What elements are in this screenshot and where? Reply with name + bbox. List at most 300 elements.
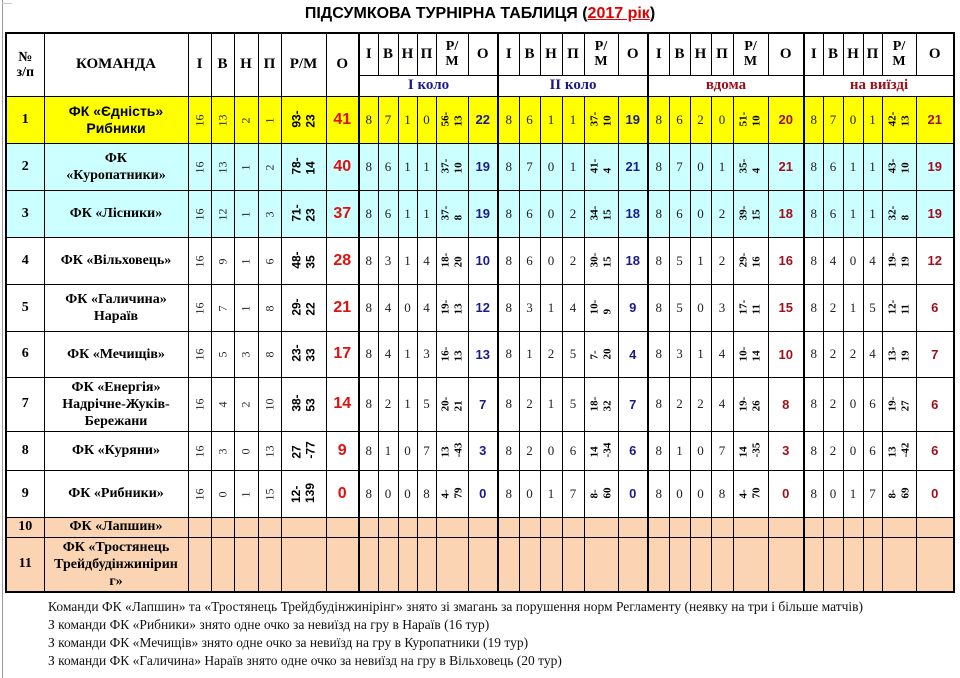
- g3-points: О: [768, 33, 804, 75]
- away-stat: 8: [804, 237, 823, 284]
- away-stat: 6: [823, 143, 843, 190]
- empty-cell: [498, 517, 519, 537]
- away-stat: 8: [804, 143, 823, 190]
- total-stat-value: 1: [262, 117, 276, 123]
- g4-wins: В: [823, 33, 843, 75]
- g1-goals-l2: М: [445, 54, 459, 70]
- total-stat: [211, 331, 234, 377]
- position: 9: [6, 470, 44, 517]
- total-stat: [234, 190, 258, 237]
- away-stat: 0: [843, 431, 863, 470]
- away-stat: 0: [843, 96, 863, 143]
- total-goals: [281, 190, 326, 237]
- withdrawn-row: [6, 517, 954, 537]
- away-stat: 1: [863, 96, 882, 143]
- team-name-line: Надрічне-Жуків-: [62, 396, 170, 412]
- title-year: 2017 рік: [587, 5, 650, 22]
- empty-cell: [669, 537, 690, 592]
- header-num-line2: з/п: [16, 64, 35, 80]
- table-row: [6, 237, 954, 284]
- team-name: [44, 143, 188, 190]
- away-points: 0: [916, 470, 954, 517]
- away-goals: [882, 377, 916, 431]
- home-stat: 0: [690, 470, 711, 517]
- r2-points: 18: [618, 190, 648, 237]
- r2-stat: 0: [540, 431, 562, 470]
- home-stat: 8: [648, 377, 669, 431]
- r2-stat: 1: [540, 470, 562, 517]
- home-goals: [733, 143, 768, 190]
- empty-cell: [540, 517, 562, 537]
- r1-stat: 8: [359, 237, 378, 284]
- r2-stat: 3: [519, 284, 540, 331]
- r2-stat: 0: [519, 470, 540, 517]
- r2-points: 19: [618, 96, 648, 143]
- total-stat-value: 13: [215, 161, 229, 173]
- empty-cell: [281, 537, 326, 592]
- r1-goals: [436, 96, 468, 143]
- empty-cell: [234, 517, 258, 537]
- total-stat-value: 10: [262, 398, 276, 411]
- team-name-line: Рибники: [86, 119, 146, 136]
- empty-cell: [690, 537, 711, 592]
- away-stat: 6: [823, 190, 843, 237]
- total-stat: [258, 237, 281, 284]
- header-points: О: [326, 33, 359, 96]
- empty-cell: [378, 517, 398, 537]
- r1-stat: 8: [359, 284, 378, 331]
- total-points: 37: [326, 190, 359, 237]
- position: 10: [6, 517, 44, 537]
- away-stat: 7: [823, 96, 843, 143]
- g1-draws: Н: [398, 33, 417, 75]
- away-stat: 8: [804, 331, 823, 377]
- away-stat: 1: [843, 284, 863, 331]
- total-points: 28: [326, 237, 359, 284]
- g4-draws: Н: [843, 33, 863, 75]
- total-stat: [258, 331, 281, 377]
- team-name-line: «Куропатники»: [66, 167, 166, 183]
- position: 8: [6, 431, 44, 470]
- r2-points: 7: [618, 377, 648, 431]
- away-goals-value: 19- 19: [885, 252, 911, 268]
- header-wins: В: [211, 33, 234, 96]
- away-stat: 4: [823, 237, 843, 284]
- empty-cell: [562, 537, 584, 592]
- away-goals: [882, 237, 916, 284]
- g3-wins: В: [669, 33, 690, 75]
- r1-points: 3: [468, 431, 498, 470]
- r2-stat: 6: [519, 96, 540, 143]
- g3-goals: [733, 33, 768, 75]
- position: 11: [6, 537, 44, 592]
- r2-stat: 8: [498, 284, 519, 331]
- total-stat-value: 2: [238, 117, 253, 123]
- home-stat: 2: [690, 377, 711, 431]
- away-stat: 2: [843, 331, 863, 377]
- g4-goals: [882, 33, 916, 75]
- empty-cell: [281, 517, 326, 537]
- team-name: [44, 431, 188, 470]
- away-stat: 1: [863, 190, 882, 237]
- g4-points: О: [916, 33, 954, 75]
- team-name-line: ФК «Мечищів»: [67, 346, 165, 362]
- home-goals: [733, 377, 768, 431]
- empty-cell: [436, 517, 468, 537]
- total-goals-value: 29- 22: [289, 297, 318, 316]
- table-row: [6, 431, 954, 470]
- away-goals: [882, 284, 916, 331]
- header-row: [6, 33, 954, 75]
- home-goals-value: 29- 16: [737, 252, 763, 268]
- away-stat: 2: [823, 331, 843, 377]
- empty-cell: [398, 517, 417, 537]
- r2-stat: 1: [540, 377, 562, 431]
- note-rybnyky: З команди ФК «Рибники» знято одне очко за невиїзд на гру в Нараїв (16 тур): [48, 617, 490, 632]
- r1-stat: 6: [378, 190, 398, 237]
- r2-goals: [584, 377, 618, 431]
- total-points: 9: [326, 431, 359, 470]
- r2-stat: 2: [562, 190, 584, 237]
- r1-stat: 1: [398, 190, 417, 237]
- g2-points: О: [618, 33, 648, 75]
- r2-stat: 6: [519, 190, 540, 237]
- team-name: [44, 377, 188, 431]
- r1-stat: 1: [398, 143, 417, 190]
- table-row: [6, 96, 954, 143]
- away-points: 7: [916, 331, 954, 377]
- total-goals: [281, 143, 326, 190]
- empty-cell: [711, 517, 733, 537]
- home-stat: 3: [711, 284, 733, 331]
- empty-cell: [258, 517, 281, 537]
- team-name-line: ФК: [104, 150, 128, 166]
- header-num: [6, 33, 44, 96]
- group-round-1: І коло: [359, 75, 498, 96]
- r2-points: 6: [618, 431, 648, 470]
- total-stat: [211, 377, 234, 431]
- r2-stat: 0: [540, 190, 562, 237]
- empty-cell: [378, 537, 398, 592]
- home-points: 8: [768, 377, 804, 431]
- total-stat-value: 8: [262, 351, 276, 358]
- total-stat-value: 13: [262, 445, 276, 457]
- total-stat: [188, 190, 211, 237]
- header-games: І: [188, 33, 211, 96]
- total-stat-value: 16: [192, 445, 206, 457]
- header-draws: Н: [234, 33, 258, 96]
- total-stat: [234, 96, 258, 143]
- away-stat: 8: [804, 96, 823, 143]
- away-goals-value: 19- 27: [885, 396, 911, 411]
- r1-goals-value: 4- 79: [439, 487, 464, 499]
- total-stat: [188, 331, 211, 377]
- away-points: 6: [916, 284, 954, 331]
- empty-cell: [498, 537, 519, 592]
- home-goals-value: 14 -35: [737, 442, 763, 458]
- header-goals: Р/М: [281, 33, 326, 96]
- away-goals: [882, 470, 916, 517]
- r2-stat: 8: [498, 331, 519, 377]
- away-stat: 8: [804, 470, 823, 517]
- total-stat-value: 3: [238, 351, 253, 358]
- team-name: [44, 470, 188, 517]
- home-points: 21: [768, 143, 804, 190]
- home-goals-value: 4- 70: [737, 487, 763, 499]
- r1-goals-value: 37- 8: [438, 205, 464, 221]
- group-round-2: ІІ коло: [498, 75, 648, 96]
- total-stat: [211, 431, 234, 470]
- team-name-line: ФК «Рибники»: [68, 486, 164, 501]
- total-stat-value: 1: [238, 305, 253, 311]
- away-stat: 2: [823, 377, 843, 431]
- team-name-line: ФК «Лісники»: [69, 206, 163, 221]
- g2-goals-l1: Р/: [594, 39, 608, 55]
- home-stat: 0: [690, 284, 711, 331]
- away-stat: 1: [843, 190, 863, 237]
- total-stat: [188, 284, 211, 331]
- r1-stat: 7: [417, 431, 436, 470]
- total-goals: [281, 431, 326, 470]
- position: 5: [6, 284, 44, 331]
- r1-stat: 0: [417, 96, 436, 143]
- r1-stat: 1: [398, 377, 417, 431]
- r2-stat: 6: [519, 237, 540, 284]
- note-halychyna: З команди ФК «Галичина» Нараїв знято одне очко за невиїзд на гру в Вільховець (20 тур): [48, 653, 562, 668]
- home-stat: 1: [711, 143, 733, 190]
- empty-cell: [916, 537, 954, 592]
- total-goals-value: 93- 23: [289, 109, 318, 128]
- empty-cell: [882, 517, 916, 537]
- total-goals-value: 71- 23: [289, 203, 318, 222]
- r2-stat: 1: [562, 143, 584, 190]
- r1-goals: [436, 470, 468, 517]
- header-num-line1: №: [18, 49, 33, 65]
- page-title: [0, 5, 960, 23]
- away-points: 21: [916, 96, 954, 143]
- total-stat: [188, 96, 211, 143]
- home-goals-value: 19- 26: [737, 396, 763, 411]
- total-points: 21: [326, 284, 359, 331]
- empty-cell: [398, 537, 417, 592]
- away-stat: 4: [863, 237, 882, 284]
- home-goals: [733, 431, 768, 470]
- total-stat: [258, 470, 281, 517]
- empty-cell: [804, 517, 823, 537]
- total-stat-value: 2: [262, 164, 276, 170]
- g1-wins: В: [378, 33, 398, 75]
- total-stat: [211, 237, 234, 284]
- g3-draws: Н: [690, 33, 711, 75]
- r2-stat: 8: [498, 377, 519, 431]
- empty-cell: [468, 517, 498, 537]
- home-stat: 4: [711, 331, 733, 377]
- total-stat-value: 16: [192, 255, 206, 267]
- r1-goals-value: 37- 10: [438, 158, 464, 174]
- group-away: на виїзді: [804, 75, 954, 96]
- r2-points: 21: [618, 143, 648, 190]
- r1-stat: 5: [417, 377, 436, 431]
- home-stat: 0: [690, 431, 711, 470]
- r1-stat: 4: [417, 284, 436, 331]
- home-stat: 7: [669, 143, 690, 190]
- note-mechyshchiv: З команди ФК «Мечищів» знято одне очко за невиїзд на гру в Куропатники (19 тур): [48, 635, 529, 650]
- away-goals-value: 42- 13: [885, 111, 911, 127]
- total-points: 0: [326, 470, 359, 517]
- total-stat-value: 13: [215, 114, 229, 126]
- total-goals: [281, 237, 326, 284]
- home-stat: 1: [690, 331, 711, 377]
- r1-goals: [436, 431, 468, 470]
- away-points: 12: [916, 237, 954, 284]
- total-goals-value: 23- 33: [289, 344, 318, 362]
- home-points: 15: [768, 284, 804, 331]
- r2-goals: [584, 470, 618, 517]
- empty-cell: [540, 537, 562, 592]
- r1-stat: 8: [417, 470, 436, 517]
- away-stat: 1: [843, 470, 863, 517]
- r1-goals-value: 16- 13: [438, 346, 464, 361]
- total-stat-value: 16: [192, 302, 206, 314]
- position: 1: [6, 96, 44, 143]
- r1-stat: 3: [417, 331, 436, 377]
- total-stat-value: 8: [262, 305, 276, 311]
- r2-stat: 1: [562, 96, 584, 143]
- home-stat: 2: [711, 237, 733, 284]
- group-home: вдома: [648, 75, 804, 96]
- away-stat: 2: [823, 431, 843, 470]
- total-stat: [234, 431, 258, 470]
- r2-stat: 4: [562, 284, 584, 331]
- team-name-line: ФК «Енергія»: [71, 379, 161, 395]
- total-stat: [258, 284, 281, 331]
- empty-cell: [843, 517, 863, 537]
- away-stat: 8: [804, 431, 823, 470]
- r2-stat: 2: [519, 431, 540, 470]
- total-goals: [281, 470, 326, 517]
- r2-goals-value: 10- 9: [587, 299, 613, 315]
- g3-goals-l1: Р/: [744, 39, 757, 55]
- standings-table: [5, 32, 955, 593]
- header-losses: П: [258, 33, 281, 96]
- home-goals: [733, 190, 768, 237]
- total-stat: [211, 470, 234, 517]
- total-stat: [258, 96, 281, 143]
- total-goals: [281, 331, 326, 377]
- home-stat: 0: [690, 190, 711, 237]
- total-stat-value: 6: [262, 258, 276, 264]
- empty-cell: [584, 517, 618, 537]
- position: 6: [6, 331, 44, 377]
- r1-stat: 4: [378, 284, 398, 331]
- home-goals: [733, 470, 768, 517]
- away-stat: 8: [804, 377, 823, 431]
- r1-stat: 1: [417, 143, 436, 190]
- header-team: КОМАНДА: [44, 33, 188, 96]
- g1-games: І: [359, 33, 378, 75]
- away-stat: 5: [863, 284, 882, 331]
- away-points: 19: [916, 143, 954, 190]
- total-goals-value: 38- 53: [289, 394, 318, 412]
- r1-goals-value: 56- 13: [438, 111, 464, 127]
- empty-cell: [258, 537, 281, 592]
- total-points: 40: [326, 143, 359, 190]
- total-stat: [234, 143, 258, 190]
- r2-stat: 8: [498, 143, 519, 190]
- team-name: [44, 537, 188, 592]
- r1-goals: [436, 143, 468, 190]
- home-goals: [733, 284, 768, 331]
- r2-stat: 1: [519, 331, 540, 377]
- total-stat: [188, 143, 211, 190]
- r1-points: 19: [468, 143, 498, 190]
- total-points: 41: [326, 96, 359, 143]
- title-main: ПІДСУМКОВА ТУРНІРНА ТАБЛИЦЯ: [304, 5, 578, 22]
- away-goals-value: 8- 69: [886, 487, 911, 499]
- total-stat: [258, 431, 281, 470]
- home-stat: 8: [648, 190, 669, 237]
- home-stat: 8: [648, 284, 669, 331]
- home-stat: 2: [711, 190, 733, 237]
- r2-goals-value: 14 -34: [587, 442, 613, 458]
- away-stat: 0: [823, 470, 843, 517]
- g1-goals: [436, 33, 468, 75]
- empty-cell: [468, 537, 498, 592]
- empty-cell: [804, 537, 823, 592]
- total-stat-value: 2: [238, 401, 253, 408]
- empty-cell: [648, 517, 669, 537]
- r2-goals: [584, 190, 618, 237]
- away-points: 6: [916, 377, 954, 431]
- home-stat: 0: [690, 143, 711, 190]
- empty-cell: [359, 517, 378, 537]
- team-name-line: ФК «Куряни»: [72, 443, 160, 458]
- r1-goals-value: 20- 21: [438, 396, 464, 411]
- r1-points: 12: [468, 284, 498, 331]
- total-stat-value: 16: [192, 398, 206, 411]
- team-name-line: Бережани: [84, 413, 148, 429]
- home-points: 3: [768, 431, 804, 470]
- r1-stat: 1: [398, 331, 417, 377]
- total-stat: [211, 96, 234, 143]
- position: 7: [6, 377, 44, 431]
- r2-goals: [584, 284, 618, 331]
- r1-stat: 0: [378, 470, 398, 517]
- g4-games: І: [804, 33, 823, 75]
- total-goals-value: 27 -77: [289, 440, 318, 459]
- empty-cell: [669, 517, 690, 537]
- r2-stat: 8: [498, 190, 519, 237]
- r1-stat: 7: [378, 96, 398, 143]
- empty-cell: [690, 517, 711, 537]
- away-goals-value: 13 -42: [885, 442, 911, 458]
- away-stat: 4: [863, 331, 882, 377]
- home-goals-value: 39- 15: [737, 205, 763, 221]
- total-stat-value: 9: [215, 258, 229, 264]
- r1-stat: 8: [359, 331, 378, 377]
- r2-goals: [584, 237, 618, 284]
- window-left-edge: [2, 0, 3, 678]
- total-stat-value: 12: [215, 208, 229, 220]
- total-stat: [234, 470, 258, 517]
- total-stat-value: 16: [192, 208, 206, 220]
- r1-points: 22: [468, 96, 498, 143]
- r1-goals-value: 18- 20: [438, 252, 464, 268]
- position: 3: [6, 190, 44, 237]
- r1-stat: 6: [378, 143, 398, 190]
- r1-stat: 8: [359, 96, 378, 143]
- away-stat: 2: [823, 284, 843, 331]
